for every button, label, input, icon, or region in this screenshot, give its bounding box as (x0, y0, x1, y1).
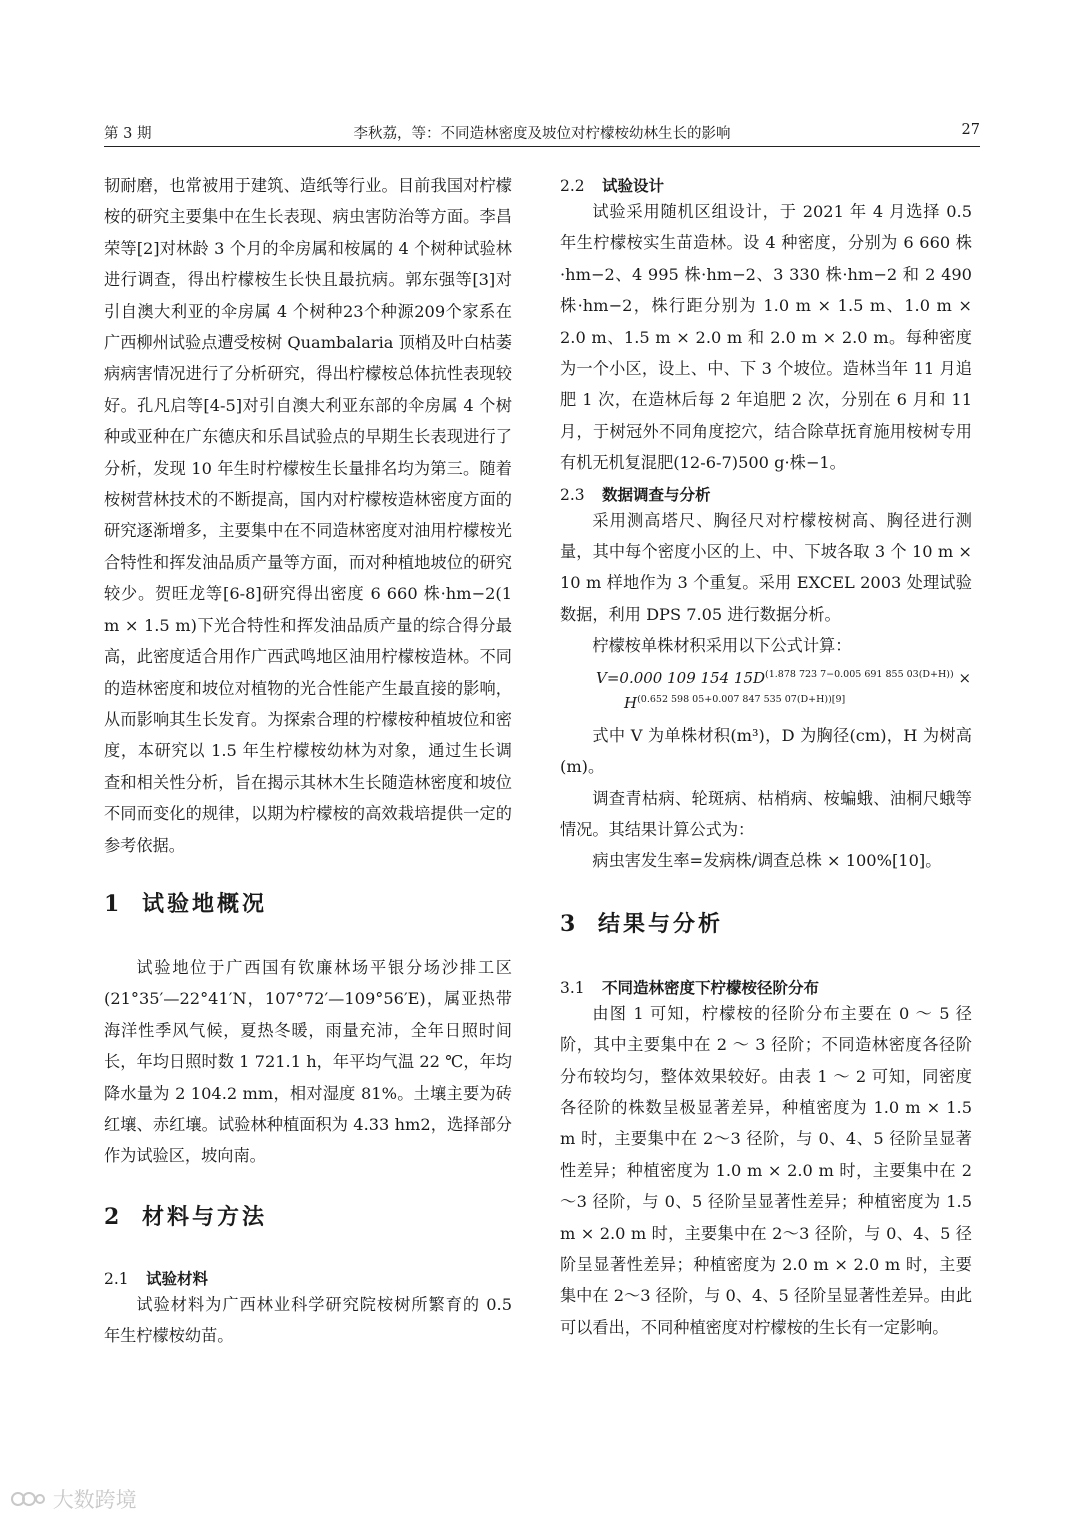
materials-paragraph: 试验材料为广西林业科学研究院桉树所繁育的 0.5 年生柠檬桉幼苗。 (104, 1294, 512, 1346)
section-number: 1 (104, 890, 120, 917)
formula-line1-base: V=0.000 109 154 15D (596, 668, 766, 687)
right-column (560, 174, 972, 1343)
subsection-2-2-heading (560, 174, 972, 196)
formula-line1-times: × (953, 668, 972, 687)
section-title: 材料与方法 (142, 1203, 268, 1230)
section-1-heading (104, 887, 512, 918)
subsection-2-1-heading (104, 1267, 512, 1289)
left-column (104, 170, 512, 1352)
disease-survey-paragraph: 调查青枯病、轮斑病、枯梢病、桉蝙蛾、油桐尺蛾等情况。其结果计算公式为： (560, 788, 972, 839)
subsection-title: 试验设计 (602, 177, 665, 195)
subsection-2-3-heading (560, 483, 972, 505)
formula-explanation: 式中 V 为单株材积(m³)，D 为胸径(cm)，H 为树高(m)。 (560, 725, 972, 777)
brand-logo-icon (10, 1487, 46, 1516)
formula-line1-exponent: (1.878 723 7−0.005 691 855 03(D+H)) (765, 668, 954, 680)
subsection-title: 数据调查与分析 (602, 485, 711, 504)
running-header (104, 118, 980, 147)
running-title: 李秋荔，等：不同造林密度及坡位对柠檬桉幼林生长的影响 (353, 126, 731, 142)
subsection-number: 2.1 (104, 1269, 129, 1288)
formula-line2-base: H (624, 693, 638, 712)
subsection-title: 不同造林密度下柠檬桉径阶分布 (602, 978, 820, 997)
section-title: 结果与分析 (598, 910, 724, 937)
formula-line2-exponent: (0.652 598 05+0.007 847 535 07(D+H))[9] (637, 693, 846, 705)
section-number: 2 (104, 1203, 120, 1230)
site-description-paragraph: 试验地位于广西国有钦廉林场平银分场沙排工区(21°35′—22°41′N，107°72′—109°56′E)，属亚热带海洋性季风气候，夏热冬暖，雨量充沛，全年日照时间长，年均日照时数 1 721.1 h，年平均气温 22 ℃，年均降水量为 2 104.2 mm，相对湿度 81%。土壤主要为砖红壤、赤红壤。试验林种植面积为 4.33 hm2，选择部分作为试验区，坡向南。 (104, 957, 512, 1166)
page-number: 27 (961, 122, 980, 138)
issue-number: 第 3 期 (104, 126, 152, 142)
subsection-number: 3.1 (560, 978, 585, 997)
intro-paragraph: 韧耐磨，也常被用于建筑、造纸等行业。目前我国对柠檬桉的研究主要集中在生长表现、病虫害防治等方面。李昌荣等[2]对林龄 3 个月的伞房属和桉属的 4 个树种试验林进行调查，得出柠檬桉生长快且最抗病。郭东强等[3]对引自澳大利亚的伞房属 4 个树种23个种源209个家系在广西柳州试验点遭受桉树 Quambalaria 顶梢及叶白枯萎病病害情况进行了分析研究，得出柠檬桉总体抗性表现较好。孔凡启等[4-5]对引自澳大利亚东部的伞房属 4 个树种或亚种在广东德庆和乐昌试验点的早期生长表现进行了分析，发现 10 年生时柠檬桉生长量排名均为第三。随着桉树营林技术的不断提高，国内对柠檬桉造林密度方面的研究逐渐增多，主要集中在不同造林密度对油用柠檬桉光合特性和挥发油品质产量等方面，而对种植地坡位的研究较少。贺旺龙等[6-8]研究得出密度 6 660 株·hm−2(1 m × 1.5 m)下光合特性和挥发油品质产量的综合得分最高，此密度适合用作广西武鸣地区油用柠檬桉造林。不同的造林密度和坡位对植物的光合性能产生最直接的影响，从而影响其生长发育。为探索合理的柠檬桉种植坡位和密度，本研究以 1.5 年生柠檬桉幼林为对象，通过生长调查和相关性分析，旨在揭示其林木生长随造林密度和坡位不同而变化的规律，以期为柠檬桉的高效栽培提供一定的参考依据。 (104, 176, 512, 855)
measurement-paragraph: 采用测高塔尺、胸径尺对柠檬桉树高、胸径进行测量，其中每个密度小区的上、中、下坡各取 3 个 10 m × 10 m 样地作为 3 个重复。采用 EXCEL 2003 处理试验数据，利用 DPS 7.05 进行数据分析。 (560, 510, 972, 624)
watermark-text: 大数跨境 (52, 1488, 137, 1512)
section-title: 试验地概况 (142, 890, 268, 917)
formula-intro: 柠檬桉单株材积采用以下公式计算： (592, 636, 852, 656)
volume-formula (560, 664, 972, 714)
design-paragraph: 试验采用随机区组设计，于 2021 年 4 月选择 0.5 年生柠檬桉实生苗造林。设 4 种密度，分别为 6 660 株·hm−2、4 995 株·hm−2、3 330 株·hm−2 和 2 490 株·hm−2，株行距分别为 1.0 m × 1.5 m、1.0 m × 2.0 m、1.5 m × 2.0 m 和 2.0 m × 2.0 m。每种密度为一个小区，设上、中、下 3 个坡位。造林当年 11 月追肥 1 次，在造林后每 2 年追肥 2 次，分别在 6 月和 11 月，于树冠外不同角度挖穴，结合除草抚育施用桉树专用有机无机复混肥(12-6-7)500 g·株−1。 (560, 202, 972, 473)
incidence-formula: 病虫害发生率=发病株/调查总株 × 100%[10]。 (592, 851, 942, 871)
section-3-heading (560, 907, 972, 938)
subsection-3-1-heading (560, 976, 972, 998)
subsection-number: 2.2 (560, 177, 585, 195)
watermark (10, 1484, 150, 1518)
subsection-number: 2.3 (560, 485, 585, 504)
section-number: 3 (560, 910, 576, 937)
section-2-heading (104, 1200, 512, 1231)
subsection-title: 试验材料 (146, 1269, 209, 1288)
diameter-distribution-paragraph: 由图 1 可知，柠檬桉的径阶分布主要在 0 ～ 5 径阶，其中主要集中在 2 ～ 3 径阶；不同造林密度各径阶分布较均匀，整体效果较好。由表 1 ～ 2 可知，同密度各径阶的株数呈极显著差异，种植密度为 1.0 m × 1.5 m 时，主要集中在 2～3 径阶，与 0、4、5 径阶呈显著性差异；种植密度为 1.0 m × 2.0 m 时，主要集中在 2～3 径阶，与 0、5 径阶呈显著性差异；种植密度为 1.5 m × 2.0 m 时，主要集中在 2～3 径阶，与 0、4、5 径阶呈显著性差异；种植密度为 2.0 m × 2.0 m 时，主要集中在 2～3 径阶，与 0、4、5 径阶呈显著性差异。由此可以看出，不同种植密度对柠檬桉的生长有一定影响。 (560, 1003, 973, 1337)
